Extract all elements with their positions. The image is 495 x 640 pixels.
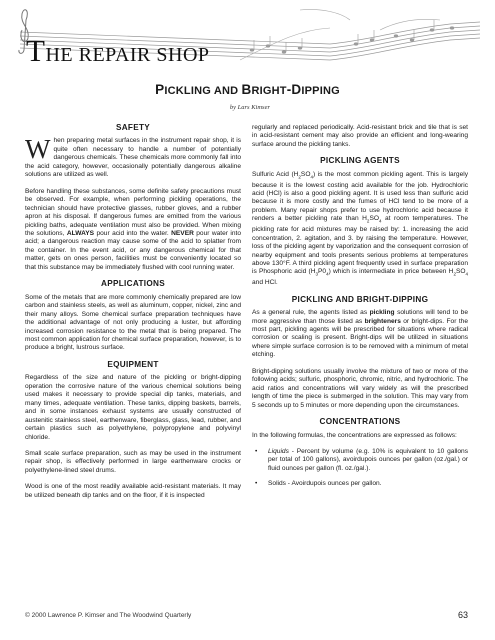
header-banner: [0, 0, 495, 80]
page-number: 63: [457, 610, 468, 620]
applications-heading: APPLICATIONS: [101, 279, 165, 289]
equipment-paragraph-3: Wood is one of the most readily available acid-resistant materials. It may be utilized beneath dip tanks and on the floor, if it is inspected: [25, 483, 241, 499]
section-title: THE REPAIR SHOP: [26, 33, 210, 68]
equipment-heading: EQUIPMENT: [107, 359, 159, 369]
list-item: • Liquids - Percent by volume (e.g. 10% is equivalent to 10 gallons per total of 100 gallons), avoirdupois ounces per gallon (oz./gal.) or fluid ounces per gallon (fl. oz./gal.).: [255, 447, 468, 472]
concentrations-paragraph: In the following formulas, the concentrations are expressed as follows:: [252, 431, 457, 439]
pickling-agents-paragraph: Sulfuric Acid $(H_2SO_4)$ is the most common pickling agent. This is largely because it is the lowest costing acid available for the job. Hydrochloric acid (HCl) is also a good pickling agent. It is used less than sulfuric acid because it is more costly and the fumes of HCl tend to be more of a problem. Many repair shops prefer to use hydrochloric acid because it renders a better pickling rate than $H_2SO_4$ at room temperatures. The pickling rate for acid mixtures may be raised by: 1. increasing the acid concentration, 2. agitation, and 3. by raising the temperature. However, loss of the pickling agent by vaporization and the consequent corrosion of nearby equipment and tools presents serious problems at temperatures above 130°F. A third pickling agent frequently used in surface preparation is Phosphoric acid $(H_3P0_4)$ which is intermediate in price between $H_2SO_4$ and HCl.: [252, 170, 468, 287]
concentrations-heading: CONCENTRATIONS: [319, 417, 401, 427]
left-column: [25, 124, 241, 508]
safety-paragraph-1: When preparing metal surfaces in the instrument repair shop, it is quite often necessary to handle a number of potentially dangerous chemicals. These chemicals more commonly fall into the acid category, however, occasionally potentially dangerous alkaline solutions are utilized as well.: [25, 134, 241, 179]
list-item: • Solids - Avoirdupois ounces per gallon.: [255, 480, 382, 488]
right-column: [252, 124, 468, 496]
safety-heading: SAFETY: [115, 123, 151, 132]
safety-paragraph-2: Before handling these substances, some definite safety precautions must be observed. For example, when performing pickling operations, the technician should have protective glasses, rubber gloves, and a rubber apron at his disposal. If dangerous fumes are emitted from the various pickling baths, adequate ventilation must also be provided. When mixing the solutions, ALWAYS pour acid into the water. NEVER pour water into acid; a dangerous reaction may cause some of the acid to splatter from the container. In the event acid, or any dangerous chemical for that matter, gets on ones person, facilities must be conveniently located so that this substance may be immediately flushed with cool running water.: [25, 187, 241, 271]
byline: by Lars Kimser: [229, 104, 270, 111]
equipment-paragraph-1: Regardless of the size and nature of the pickling or bright-dipping operation the corrosive nature of the various chemical solutions being used makes it necessary to provide special dip tanks, materials, and many times, adequate ventilation. These tanks, dipping baskets, barrels, and in some instances exhaust systems are usually constructed of austenitic stainless steel, earthenware, fiberglass, glass, lead, rubber, and certain plastics such as polyethylene, polypropylene and polyvinyl chloride.: [25, 374, 241, 441]
continued-paragraph: regularly and replaced periodically. Acid-resistant brick and tile that is set in acid-resistant cement may also provide an efficient and long-wearing surface around the pickling tanks.: [252, 124, 468, 148]
bright-dipping-paragraph-2: Bright-dipping solutions usually involve the mixture of two or more of the following acids; sulfuric, phosphoric, chromic, nitric, and hydrochloric. The acid ratios and concentrations will vary widely as will the prescribed length of time the piece is submerged in the solution. This may vary from 5 seconds up to 5 minutes or more depending upon the circumstances.: [252, 367, 468, 409]
equipment-paragraph-2: Small scale surface preparation, such as may be used in the instrument repair shop, is effectively performed in large earthenware crocks or polyethylene-lined steel drums.: [25, 449, 241, 474]
bright-dipping-paragraph-1: As a general rule, the agents listed as pickling solutions will tend to be more aggressive than those listed as brighteners or bright-dips. For the most part, pickling agents will be prescribed for situations where radical corrosion or scaling is present. Bright-dips will be utilized in situations where simple surface corrosion is to be removed with a minimum of metal etching.: [252, 309, 468, 359]
bullet-icon: •: [255, 447, 258, 455]
page-footer: [25, 612, 468, 619]
article-title: PICKLING AND BRIGHT-DIPPING: [155, 82, 340, 97]
bright-dipping-heading: PICKLING AND BRIGHT-DIPPING: [291, 294, 429, 304]
drop-cap: W: [25, 134, 51, 165]
applications-paragraph: Some of the metals that are more commonly chemically prepared are low carbon and stainless steels, as well as aluminum, copper, nickel, zinc and their many alloys. Some chemical surface preparation techniques have the additional advantage of not only producing a luster, but affording increased corrosion resistance to the metal that is being prepared. The most common application for chemical surface preparation, however, is to produce a bright, lustrous surface.: [25, 293, 241, 352]
pickling-agents-heading: PICKLING AGENTS: [320, 156, 400, 166]
concentrations-list: [252, 448, 468, 489]
copyright: © 2000 Lawrence P. Kimser and The Woodwind Quarterly: [25, 612, 192, 619]
bullet-icon: •: [255, 480, 258, 488]
